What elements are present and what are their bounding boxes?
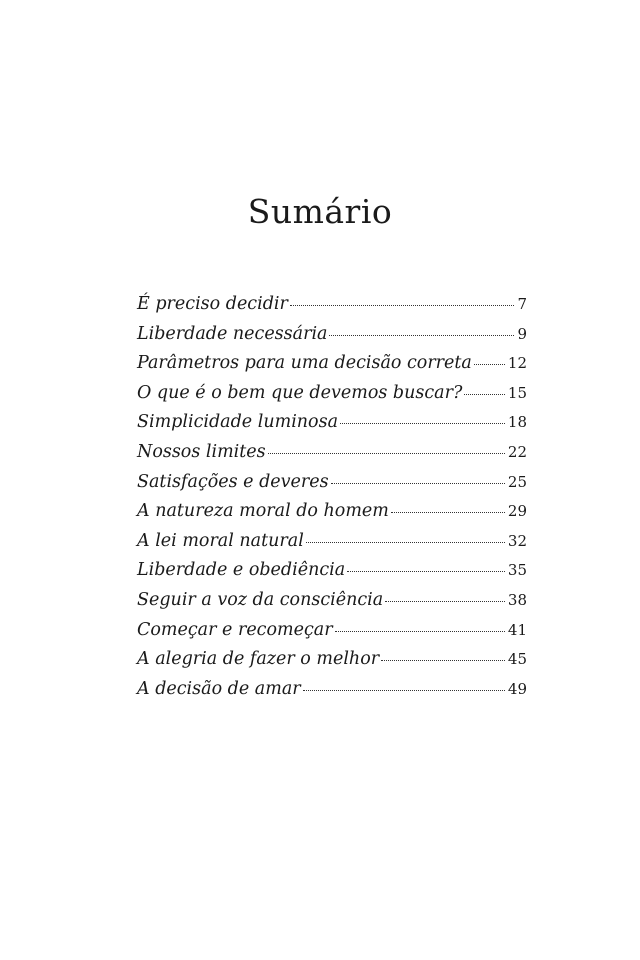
toc-entry-title: Nossos limites: [137, 441, 266, 462]
toc-entry-page: 22: [507, 442, 527, 461]
toc-entry-title: Simplicidade luminosa: [137, 412, 339, 433]
toc-entry-page: 49: [507, 679, 527, 698]
dot-leader: [331, 482, 505, 484]
dot-leader: [268, 452, 505, 454]
toc-entry[interactable]: [137, 438, 527, 468]
toc-entry-page: 38: [507, 590, 527, 609]
dot-leader: [329, 334, 514, 336]
toc-entry-title: Liberdade e obediência: [137, 560, 346, 581]
toc-entry[interactable]: [137, 320, 527, 350]
toc-entry-page: 18: [507, 413, 527, 432]
toc-entry[interactable]: [137, 586, 527, 616]
toc-entry-title: O que é o bem que devemos buscar?: [137, 382, 463, 403]
toc-entry-title: Começar e recomeçar: [137, 619, 333, 640]
toc-entry[interactable]: [137, 675, 527, 705]
page-title: Sumário: [247, 192, 393, 232]
toc-entry-title: Seguir a voz da consciência: [137, 589, 384, 610]
dot-leader: [474, 363, 505, 365]
toc-entry-page: 15: [507, 383, 527, 402]
dot-leader: [464, 393, 505, 395]
toc-entry[interactable]: [137, 408, 527, 438]
toc-entry[interactable]: [137, 379, 527, 409]
toc-entry-page: 25: [507, 472, 527, 491]
toc-entry-page: 41: [507, 620, 527, 639]
toc-entry-page: 9: [517, 324, 527, 343]
toc-entry-title: A natureza moral do homem: [137, 501, 389, 522]
toc-entry[interactable]: [137, 468, 527, 498]
toc-entry-title: A lei moral natural: [137, 530, 304, 551]
dot-leader: [381, 659, 505, 661]
toc-entry[interactable]: [137, 527, 527, 557]
toc-entry-title: Satisfações e deveres: [137, 471, 329, 492]
dot-leader: [391, 511, 505, 513]
toc-entry-title: A decisão de amar: [137, 678, 301, 699]
dot-leader: [306, 541, 505, 543]
dot-leader: [347, 570, 505, 572]
toc-entry[interactable]: [137, 556, 527, 586]
toc-entry-title: Liberdade necessária: [137, 323, 328, 344]
dot-leader: [335, 630, 505, 632]
dot-leader: [290, 304, 515, 306]
toc-entry[interactable]: [137, 290, 527, 320]
toc-entry[interactable]: [137, 616, 527, 646]
toc-entry-title: A alegria de fazer o melhor: [137, 649, 380, 670]
toc-entry[interactable]: [137, 497, 527, 527]
toc-entry-title: É preciso decidir: [137, 294, 288, 314]
toc-entry-page: 32: [507, 531, 527, 550]
dot-leader: [340, 422, 505, 424]
dot-leader: [385, 600, 505, 602]
toc-entry-page: 7: [517, 295, 527, 313]
toc-entry[interactable]: [137, 645, 527, 675]
toc-entry-page: 45: [507, 650, 527, 669]
toc-entry[interactable]: [137, 349, 527, 379]
toc-entry-page: 29: [507, 502, 527, 521]
table-of-contents: [137, 290, 527, 704]
dot-leader: [303, 689, 505, 691]
toc-entry-title: Parâmetros para uma decisão correta: [137, 353, 472, 374]
toc-entry-page: 35: [507, 561, 527, 580]
toc-entry-page: 12: [507, 354, 527, 373]
